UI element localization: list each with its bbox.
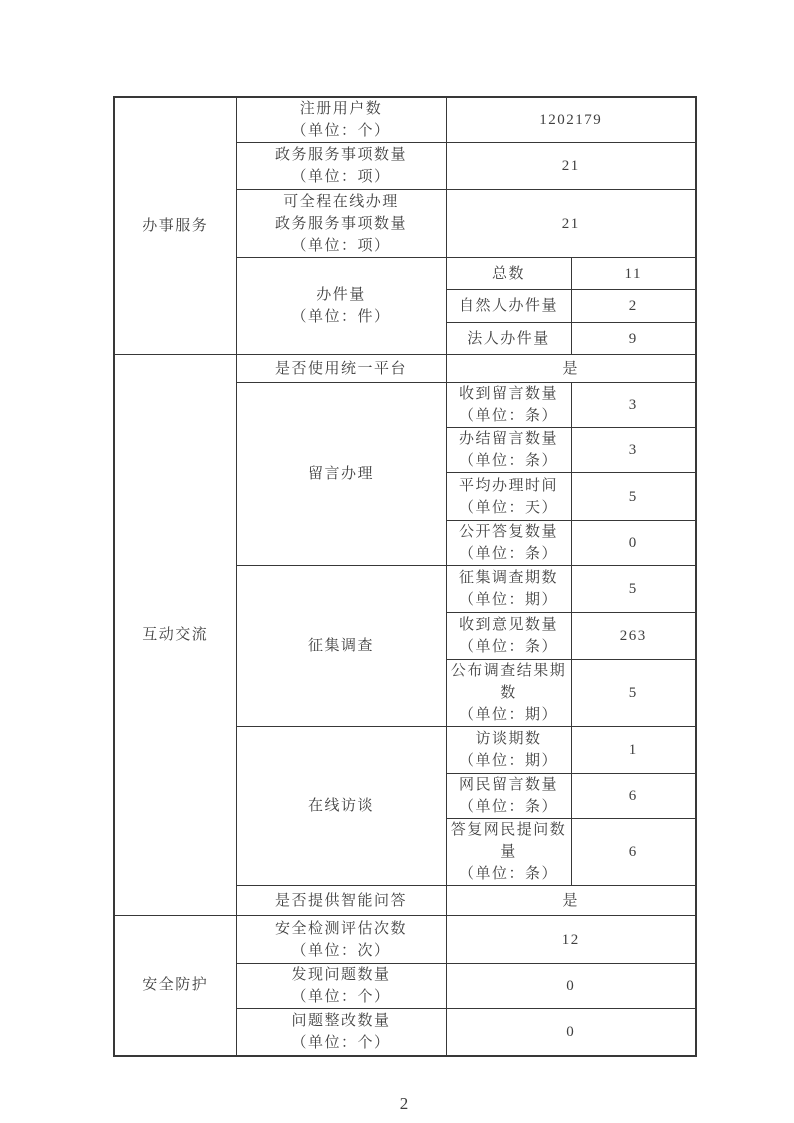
value-cell-service-items: 21 — [446, 143, 696, 190]
item-cell-problems-found — [236, 964, 446, 1009]
item-cell-service-items — [236, 143, 446, 190]
item-unit: （单位：项） — [291, 169, 391, 185]
subitem-unit: （单位：条） — [458, 546, 558, 562]
table-row — [114, 97, 696, 143]
value-cell-online-service-items: 21 — [446, 190, 696, 258]
subitem-unit: （单位：条） — [458, 639, 558, 655]
section-label-service: 办事服务 — [142, 218, 209, 234]
item-cell-security-checks — [236, 916, 446, 964]
subitem-cell-avg-handling-time — [446, 473, 571, 521]
value-cell-public-replies: 0 — [571, 521, 696, 566]
value-cell-security-checks: 12 — [446, 916, 696, 964]
section-label-interaction: 互动交流 — [142, 627, 209, 643]
subitem-cell-survey-results — [446, 660, 571, 727]
subitem-cell-messages-received — [446, 383, 571, 428]
subitem-cell-natural-person: 自然人办件量 — [446, 290, 571, 323]
item-cell-smart-qa: 是否提供智能问答 — [236, 886, 446, 916]
subitem-cell-survey-periods — [446, 566, 571, 613]
subitem-label: 公布调查结果期数 — [450, 663, 567, 701]
section-label-security: 安全防护 — [142, 977, 209, 994]
subitem-cell-interview-periods — [446, 727, 571, 774]
item-cell-unified-platform: 是否使用统一平台 — [236, 355, 446, 383]
subitem-cell-interview-messages — [446, 774, 571, 819]
item-name: 发现问题数量 — [291, 967, 391, 983]
item-cell-case-volume — [236, 258, 446, 355]
subitem-cell-interview-replies — [446, 819, 571, 886]
page-number: 2 — [399, 1093, 409, 1113]
value-cell-unified-platform: 是 — [446, 355, 696, 383]
item-name: 政务服务事项数量 — [274, 215, 407, 232]
subitem-unit: （单位：期） — [458, 753, 558, 769]
item-cell-registered-users — [236, 97, 446, 143]
subitem-label: 办结留言数量 — [458, 431, 558, 447]
subitem-unit: （单位：条） — [458, 408, 558, 424]
item-name: 安全检测评估次数 — [274, 920, 407, 937]
item-name: 可全程在线办理 — [283, 193, 399, 210]
value-cell-smart-qa: 是 — [446, 886, 696, 916]
item-name: 政务服务事项数量 — [274, 147, 407, 163]
value-cell-avg-handling-time: 5 — [571, 473, 696, 521]
value-cell-survey-opinions: 263 — [571, 613, 696, 660]
item-unit: （单位：个） — [291, 989, 391, 1005]
value-cell-problems-found: 0 — [446, 964, 696, 1009]
value-cell-interview-periods: 1 — [571, 727, 696, 774]
subitem-unit: （单位：条） — [458, 799, 558, 815]
subitem-cell-legal-person: 法人办件量 — [446, 323, 571, 355]
subitem-unit: （单位：条） — [458, 453, 558, 469]
value-cell-legal-person: 9 — [571, 323, 696, 355]
item-unit: （单位：件） — [291, 309, 391, 325]
value-cell-survey-periods: 5 — [571, 566, 696, 613]
item-cell-problems-fixed — [236, 1009, 446, 1056]
section-cell-service — [114, 97, 236, 355]
annual-report-table — [113, 96, 697, 1057]
value-cell-total: 11 — [571, 258, 696, 290]
item-cell-interview: 在线访谈 — [236, 727, 446, 886]
subitem-cell-public-replies — [446, 521, 571, 566]
item-name: 注册用户数 — [299, 101, 383, 117]
subitem-cell-total: 总数 — [446, 258, 571, 290]
subitem-label: 网民留言数量 — [458, 777, 558, 793]
item-unit: （单位：项） — [291, 237, 391, 254]
subitem-label: 公开答复数量 — [458, 524, 558, 540]
subitem-cell-survey-opinions — [446, 613, 571, 660]
section-cell-interaction — [114, 355, 236, 916]
table-row — [114, 355, 696, 383]
value-cell-interview-messages: 6 — [571, 774, 696, 819]
value-cell-messages-received: 3 — [571, 383, 696, 428]
value-cell-registered-users: 1202179 — [446, 97, 696, 143]
subitem-label: 征集调查期数 — [458, 570, 558, 586]
value-cell-messages-completed: 3 — [571, 428, 696, 473]
value-cell-interview-replies: 6 — [571, 819, 696, 886]
subitem-label: 收到留言数量 — [458, 386, 558, 402]
item-unit: （单位：个） — [291, 123, 391, 139]
item-name: 问题整改数量 — [291, 1012, 391, 1029]
value-cell-natural-person: 2 — [571, 290, 696, 323]
subitem-label: 平均办理时间 — [458, 477, 558, 494]
table-row — [114, 916, 696, 964]
subitem-cell-messages-completed — [446, 428, 571, 473]
subitem-unit: （单位：期） — [458, 592, 558, 608]
item-cell-message-handling: 留言办理 — [236, 383, 446, 566]
item-cell-online-service-items — [236, 190, 446, 258]
subitem-label: 访谈期数 — [475, 731, 542, 747]
item-name: 办件量 — [316, 287, 366, 303]
section-cell-security — [114, 916, 236, 1056]
value-cell-survey-results: 5 — [571, 660, 696, 727]
value-cell-problems-fixed: 0 — [446, 1009, 696, 1056]
subitem-unit: （单位：期） — [458, 707, 558, 723]
subitem-label: 收到意见数量 — [458, 617, 558, 633]
subitem-unit: （单位：条） — [458, 866, 558, 882]
item-unit: （单位：个） — [291, 1034, 391, 1051]
item-unit: （单位：次） — [291, 942, 391, 959]
report-table-wrapper — [113, 96, 695, 1114]
subitem-label: 答复网民提问数量 — [450, 822, 567, 860]
subitem-unit: （单位：天） — [458, 499, 558, 516]
item-cell-survey: 征集调查 — [236, 566, 446, 727]
